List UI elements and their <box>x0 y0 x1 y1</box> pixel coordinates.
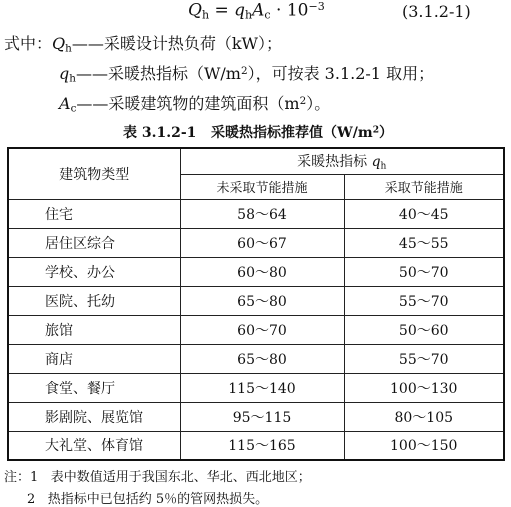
formula-q: q <box>234 0 246 21</box>
no-energy-saving-cell: 95～115 <box>180 402 344 431</box>
building-type-cell: 旅馆 <box>8 315 180 344</box>
building-type-cell: 住宅 <box>8 199 180 228</box>
building-type-cell: 学校、办公 <box>8 257 180 286</box>
note-1-label: 注：1 <box>4 470 39 485</box>
no-energy-saving-cell: 65～80 <box>180 286 344 315</box>
table-title-sup: 2 <box>372 124 380 136</box>
building-type-cell: 商店 <box>8 344 180 373</box>
no-energy-saving-cell: 60～67 <box>180 228 344 257</box>
header-group-sub: h <box>380 161 387 172</box>
energy-saving-cell: 40～45 <box>344 199 504 228</box>
def-a-sup: 2 <box>299 94 307 107</box>
building-type-cell: 食堂、餐厅 <box>8 373 180 402</box>
definition-qh <box>4 31 282 55</box>
table-row <box>8 228 504 257</box>
table-row <box>8 315 504 344</box>
table-row <box>8 199 504 228</box>
def-a-symbol: A <box>59 94 71 113</box>
energy-saving-cell: 50～70 <box>344 257 504 286</box>
table-body <box>8 199 504 460</box>
note-2-text: 热指标中已包括约 5％的管网热损失。 <box>47 492 269 507</box>
def-qh-text: ——采暖设计热负荷（kW）； <box>71 34 282 53</box>
energy-saving-cell: 45～55 <box>344 228 504 257</box>
note-1 <box>4 466 311 485</box>
table-row <box>8 373 504 402</box>
energy-saving-cell: 55～70 <box>344 344 504 373</box>
heat-index-table <box>7 147 505 461</box>
formula-lhs-sub: h <box>201 8 210 22</box>
table-header-row-1 <box>8 148 504 174</box>
def-q-text-b: ），可按表 3.1.2-1 取用； <box>247 64 435 83</box>
no-energy-saving-cell: 60～70 <box>180 315 344 344</box>
formula-q-sub: h <box>245 8 253 22</box>
table-title <box>123 122 393 142</box>
table-title-close: ） <box>379 125 394 141</box>
table-number: 表 3.1.2-1 <box>123 125 197 141</box>
formula-a: A <box>252 0 265 21</box>
definitions-prefix: 式中： <box>4 34 53 53</box>
no-energy-saving-cell: 115～165 <box>180 431 344 460</box>
header-building-type: 建筑物类型 <box>8 148 180 199</box>
no-energy-saving-cell: 60～80 <box>180 257 344 286</box>
table-row <box>8 257 504 286</box>
def-q-text-a: ——采暖热指标（W/m <box>75 64 241 83</box>
table-row <box>8 344 504 373</box>
building-type-cell: 医院、托幼 <box>8 286 180 315</box>
formula-mult: · 10 <box>270 0 309 21</box>
table-row <box>8 431 504 460</box>
note-1-text: 表中数值适用于我国东北、华北、西北地区； <box>50 470 311 485</box>
def-a-text-a: ——采暖建筑物的建筑面积（m <box>76 94 300 113</box>
energy-saving-cell: 50～60 <box>344 315 504 344</box>
energy-saving-cell: 55～70 <box>344 286 504 315</box>
def-a-text-b: ）。 <box>306 94 331 113</box>
header-group-label: 采暖热指标 <box>297 154 372 171</box>
header-heat-index-group <box>180 148 504 174</box>
no-energy-saving-cell: 58～64 <box>180 199 344 228</box>
def-a-sub: c <box>70 102 77 115</box>
formula <box>188 0 325 21</box>
header-energy-saving: 采取节能措施 <box>344 174 504 199</box>
formula-number: (3.1.2-1) <box>402 2 471 21</box>
table-row <box>8 286 504 315</box>
def-q-sup: 2 <box>240 64 248 77</box>
note-2 <box>27 488 268 507</box>
formula-exp: −3 <box>308 0 325 13</box>
table-title-text: 采暖热指标推荐值（W/m <box>211 125 373 141</box>
header-group-symbol: q <box>371 154 381 171</box>
note-2-label: 2 <box>27 492 36 507</box>
building-type-cell: 居住区综合 <box>8 228 180 257</box>
header-no-energy-saving: 未采取节能措施 <box>180 174 344 199</box>
def-qh-sub: h <box>65 42 72 55</box>
def-qh-symbol: Q <box>52 34 66 53</box>
formula-lhs: Q <box>188 0 202 21</box>
definition-qh-index <box>59 61 434 85</box>
formula-a-sub: c <box>264 8 271 22</box>
building-type-cell: 影剧院、展览馆 <box>8 402 180 431</box>
table-row <box>8 402 504 431</box>
def-q-symbol: q <box>59 64 70 83</box>
def-q-sub: h <box>69 72 76 85</box>
no-energy-saving-cell: 115～140 <box>180 373 344 402</box>
definition-ac <box>59 91 330 115</box>
energy-saving-cell: 100～150 <box>344 431 504 460</box>
energy-saving-cell: 80～105 <box>344 402 504 431</box>
no-energy-saving-cell: 65～80 <box>180 344 344 373</box>
formula-eq: = <box>209 0 235 21</box>
energy-saving-cell: 100～130 <box>344 373 504 402</box>
building-type-cell: 大礼堂、体育馆 <box>8 431 180 460</box>
